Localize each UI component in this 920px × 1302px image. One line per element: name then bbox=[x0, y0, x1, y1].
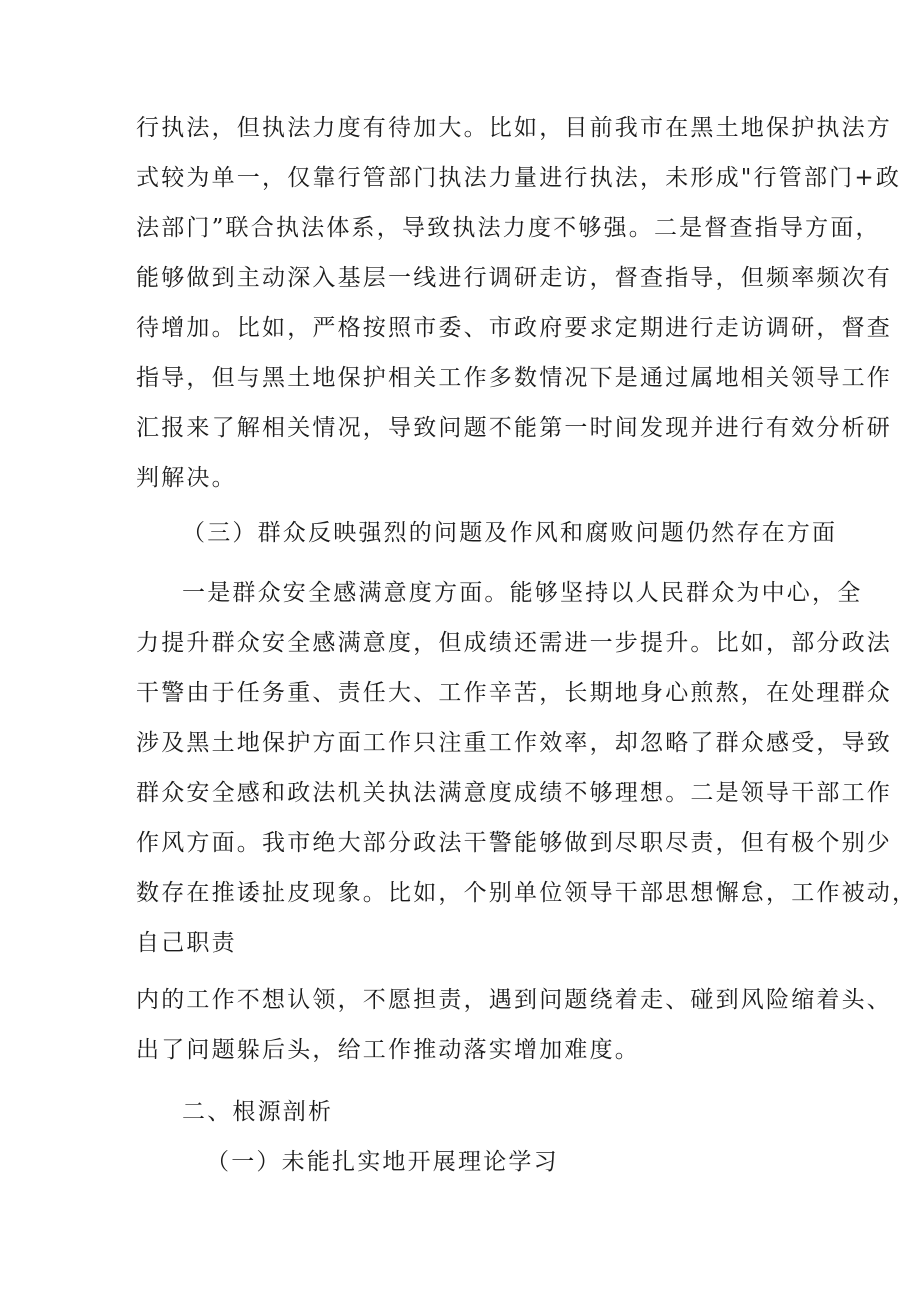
paragraph-line: 法部门”联合执法体系，导致执法力度不够强。二是督查指导方面， bbox=[136, 215, 881, 241]
paragraph-line: 行执法，但执法力度有待加大。比如，目前我市在黑土地保护执法方 bbox=[136, 115, 892, 141]
paragraph-line: 式较为单一，仅靠行管部门执法力量进行执法，未形成"行管部门+政 bbox=[136, 165, 902, 191]
paragraph-line: 出了问题躲后头，给工作推动落实增加难度。 bbox=[136, 1037, 640, 1063]
paragraph-line: 力提升群众安全感满意度，但成绩还需进一步提升。比如，部分政法 bbox=[136, 630, 892, 656]
subsection-heading: （一）未能扎实地开展理论学习 bbox=[206, 1149, 559, 1175]
paragraph-line: 一是群众安全感满意度方面。能够坚持以人民群众为中心，全 bbox=[182, 580, 863, 606]
paragraph-line: 待增加。比如，严格按照市委、市政府要求定期进行走访调研，督查 bbox=[136, 315, 892, 341]
paragraph-line: 自己职责 bbox=[136, 930, 237, 956]
section-heading: 二、根源剖析 bbox=[182, 1099, 334, 1125]
paragraph-line: 汇报来了解相关情况，导致问题不能第一时间发现并进行有效分析研 bbox=[136, 415, 892, 441]
paragraph-line: 指导，但与黑土地保护相关工作多数情况下是通过属地相关领导工作 bbox=[136, 365, 892, 391]
paragraph-line: 内的工作不想认领，不愿担责，遇到问题绕着走、碰到风险缩着头、 bbox=[136, 987, 892, 1013]
subsection-heading: （三）群众反映强烈的问题及作风和腐败问题仍然存在方面 bbox=[182, 520, 838, 546]
paragraph-line: 作风方面。我市绝大部分政法干警能够做到尽职尽责，但有极个别少 bbox=[136, 830, 892, 856]
paragraph-line: 数存在推诿扯皮现象。比如，个别单位领导干部思想懈怠，工作被动， bbox=[136, 880, 918, 906]
paragraph-line: 涉及黑土地保护方面工作只注重工作效率，却忽略了群众感受，导致 bbox=[136, 730, 892, 756]
paragraph-line: 干警由于任务重、责任大、工作辛苦，长期地身心煎熬，在处理群众 bbox=[136, 680, 892, 706]
paragraph-line: 判解决。 bbox=[136, 465, 237, 491]
paragraph-line: 能够做到主动深入基层一线进行调研走访，督查指导，但频率频次有 bbox=[136, 265, 892, 291]
paragraph-line: 群众安全感和政法机关执法满意度成绩不够理想。二是领导干部工作 bbox=[136, 780, 892, 806]
